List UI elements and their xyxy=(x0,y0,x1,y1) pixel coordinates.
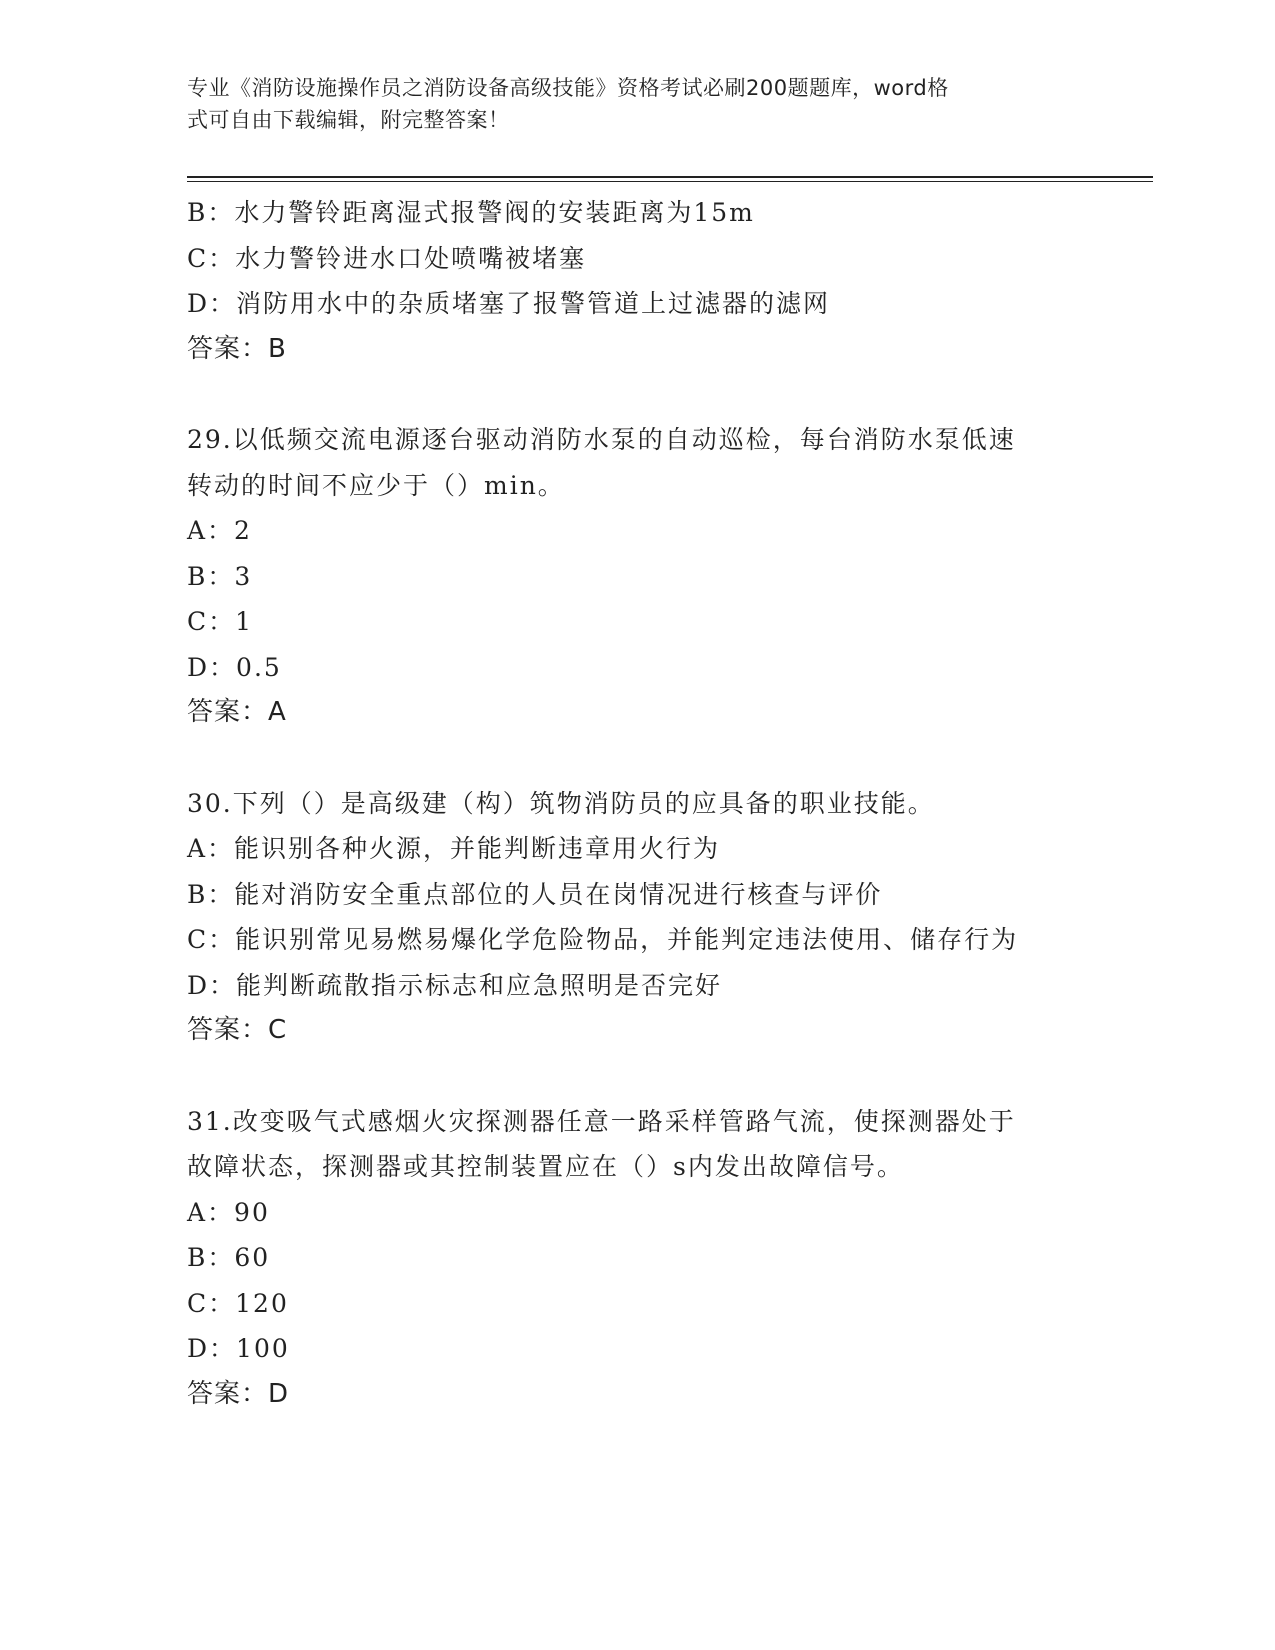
option-c: C：120 xyxy=(187,1288,289,1318)
question-block-30 xyxy=(187,781,1087,1054)
option-b: B：3 xyxy=(187,561,253,591)
option-a: A：90 xyxy=(187,1197,270,1227)
spacer xyxy=(187,736,1087,781)
option-a: A：能识别各种火源，并能判断违章用火行为 xyxy=(187,834,721,863)
option-c: C：水力警铃进水口处喷嘴被堵塞 xyxy=(187,243,587,273)
option-b: B：水力警铃距离湿式报警阀的安装距离为15m xyxy=(187,198,755,227)
option-b: B：60 xyxy=(187,1243,271,1272)
option-c: C：1 xyxy=(187,607,254,636)
option-a: A：2 xyxy=(187,516,252,545)
document-header xyxy=(187,72,1067,136)
option-c: C：能识别常见易燃易爆化学危险物品，并能判定违法使用、储存行为 xyxy=(187,925,1019,954)
option-d: D：能判断疏散指示标志和应急照明是否完好 xyxy=(187,970,723,1000)
header-divider-thick xyxy=(187,176,1153,178)
spacer xyxy=(187,1054,1087,1099)
option-d: D：0.5 xyxy=(187,652,282,682)
option-d: D：消防用水中的杂质堵塞了报警管道上过滤器的滤网 xyxy=(187,289,831,318)
option-d: D：100 xyxy=(187,1334,290,1363)
question-stem-line-1: 31.改变吸气式感烟火灾探测器任意一路采样管路气流，使探测器处于 xyxy=(187,1106,1016,1136)
header-divider-thin xyxy=(187,181,1153,182)
answer-line: 答案：D xyxy=(187,1378,290,1409)
option-b: B：能对消防安全重点部位的人员在岗情况进行核查与评价 xyxy=(187,879,883,909)
question-content xyxy=(187,190,1087,1417)
question-stem-line-2: 故障状态，探测器或其控制装置应在（）s内发出故障信号。 xyxy=(187,1152,904,1181)
header-line-1: 专业《消防设施操作员之消防设备高级技能》资格考试必刷200题题库，word格 xyxy=(187,76,949,100)
question-stem-line-2: 转动的时间不应少于（）min。 xyxy=(187,470,565,500)
question-block-prev xyxy=(187,190,1087,372)
spacer xyxy=(187,372,1087,417)
question-stem-line-1: 30.下列（）是高级建（构）筑物消防员的应具备的职业技能。 xyxy=(187,788,935,818)
answer-line: 答案：C xyxy=(187,1015,288,1045)
question-block-31 xyxy=(187,1099,1087,1418)
header-line-2: 式可自由下载编辑，附完整答案！ xyxy=(187,108,510,132)
question-block-29 xyxy=(187,417,1087,736)
question-stem-line-1: 29.以低频交流电源逐台驱动消防水泵的自动巡检，每台消防水泵低速 xyxy=(187,425,1016,454)
answer-line: 答案：A xyxy=(187,697,287,727)
answer-line: 答案：B xyxy=(187,333,287,364)
